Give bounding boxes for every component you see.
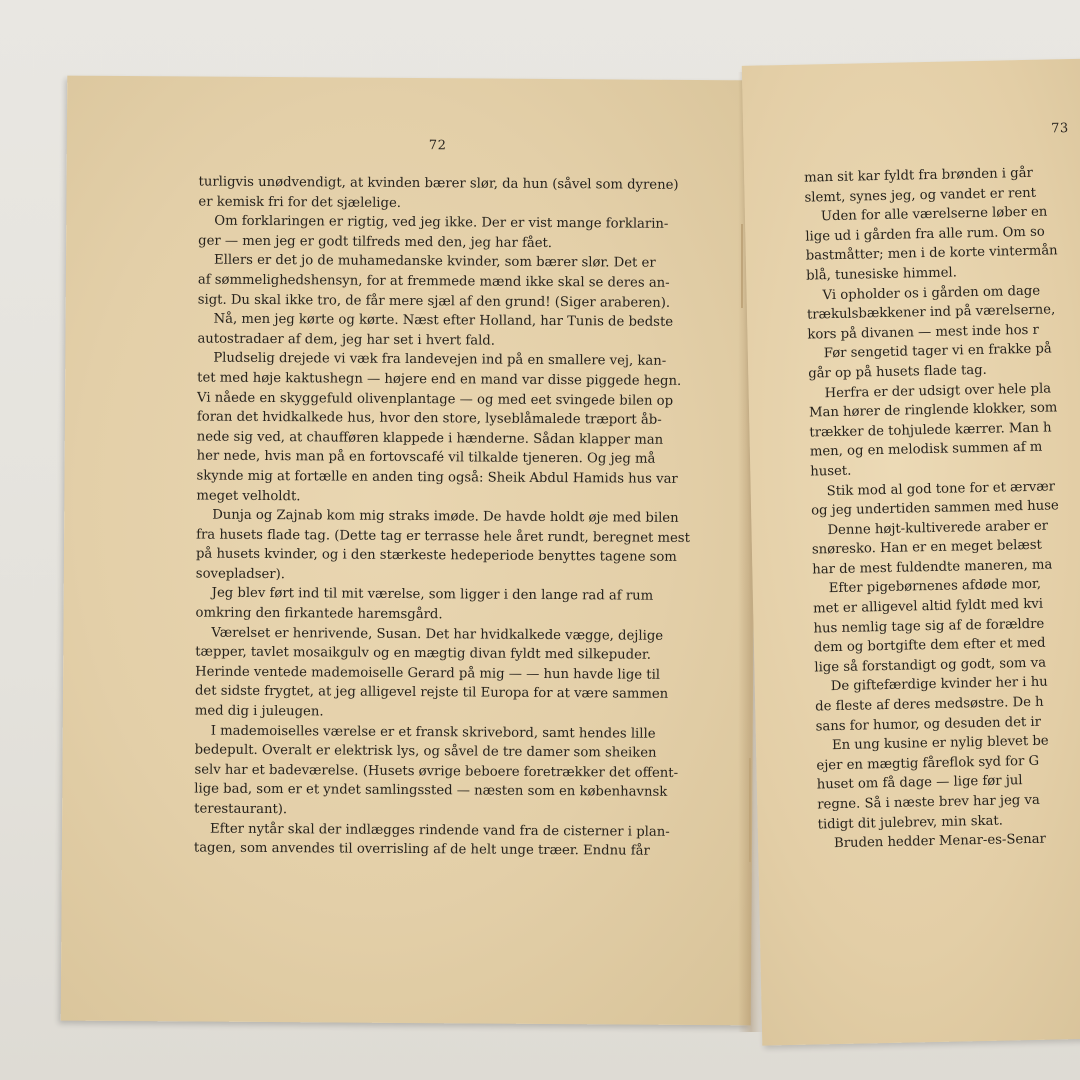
text-line: sans for humor, og desuden det ir (815, 714, 1042, 735)
text-line: Om forklaringen er rigtig, ved jeg ikke. Der er vist mange forklarin- (214, 213, 669, 232)
text-line: af sømmelighedshensyn, for at fremmede mænd ikke skal se deres an- (197, 272, 670, 291)
text-line: Før sengetid tager vi en frakke på (823, 341, 1052, 362)
text-line: En ung kusine er nylig blevet be (831, 733, 1049, 754)
text-line: det sidste frygtet, at jeg alligevel rejste til Europa for at være sammen (194, 683, 669, 703)
text-line: Stik mod al god tone for et ærvær (826, 478, 1056, 499)
text-line: Vi nåede en skyggefuld olivenplantage — og med eet svingede bilen op (197, 390, 674, 409)
text-line: ejer en mægtig fåreflok syd for G (816, 753, 1040, 774)
text-line: Efter nytår skal der indlægges rindende vand fra de cisterner i plan- (210, 821, 670, 840)
text-line: Ellers er det jo de muhamedanske kvinder, som bærer slør. Det er (213, 253, 656, 272)
right-page-text (804, 160, 1080, 854)
left-page (61, 76, 758, 1026)
text-line: de fleste af deres medsøstre. De h (815, 694, 1044, 715)
text-line: Vi opholder os i gården om dage (822, 283, 1041, 303)
text-line: sovepladser). (195, 566, 286, 583)
text-line: lige ud i gården fra alle rum. Om so (805, 224, 1045, 245)
text-line: Herinde ventede mademoiselle Gerard på mig — — hun havde lige til (195, 664, 661, 683)
text-line: selv har et badeværelse. (Husets øvrige beboere foretrækker det offent- (194, 762, 679, 781)
text-line: tagen, som anvendes til overrisling af de helt unge træer. Endnu får (193, 840, 650, 859)
text-line: kors på divanen — mest inde hos r (807, 322, 1039, 343)
text-line: slemt, synes jeg, og vandet er rent (804, 185, 1037, 206)
text-line: tet med høje kaktushegn — højere end en mand var disse piggede hegn. (197, 370, 682, 389)
text-line: har de mest fuldendte maneren, ma (812, 557, 1053, 578)
text-line: på husets kvinder, og i den stærkeste hedeperiode benyttes tagene som (195, 546, 677, 566)
text-line: og jeg undertiden sammen med huse (810, 498, 1059, 519)
text-line: meget velholdt. (196, 488, 301, 504)
text-line: går op på husets flade tag. (808, 362, 987, 382)
text-line: trækulsbækkener ind på værelserne, (806, 302, 1056, 323)
text-line: Denne højt-kultiverede araber er (827, 518, 1049, 538)
text-line: tidigt dit julebrev, min skat. (817, 813, 1004, 833)
text-line: regne. Så i næste brev har jeg va (817, 792, 1040, 813)
text-line: met er alligevel altid fyldt med kvi (813, 596, 1044, 617)
text-line: Jeg blev ført ind til mit værelse, som ligger i den lange rad af rum (211, 586, 654, 605)
binding-stitch-bottom (749, 758, 751, 862)
text-line: sigt. Du skal ikke tro, de får mere sjæl af den grund! (Siger araberen). (197, 292, 671, 311)
text-line: De giftefærdige kvinder her i hu (830, 675, 1048, 695)
text-line: Efter pigebørnenes afdøde mor, (828, 577, 1042, 597)
text-line: Pludselig drejede vi væk fra landevejen ind på en smallere vej, kan- (213, 350, 667, 370)
text-line: her nede, hvis man på en fortovscafé vil tilkalde tjeneren. Og jeg må (196, 448, 656, 468)
text-line: huset om få dage — lige før jul (816, 773, 1023, 793)
text-line: Bruden hedder Menar-es-Senar (833, 831, 1047, 852)
page-number-right: 73 (1051, 121, 1069, 137)
text-line: huset. (810, 463, 852, 480)
text-line: man sit kar fyldt fra brønden i går (803, 165, 1033, 186)
left-page-text (193, 173, 690, 862)
text-line: blå, tunesiske himmel. (806, 265, 957, 284)
text-line: fra husets flade tag. (Dette tag er terrasse hele året rundt, beregnet mest (196, 527, 690, 546)
text-line: lige bad, som er et yndet samlingssted — næsten som en københavnsk (194, 781, 668, 801)
text-line: ger — men jeg er godt tilfreds med den, jeg har fået. (198, 233, 553, 251)
page-number-left: 72 (428, 138, 447, 154)
text-line: terestaurant). (194, 801, 288, 818)
text-line: foran det hvidkalkede hus, hvor den store, lyseblåmalede træport åb- (196, 409, 662, 428)
text-line: bedepult. Overalt er elektrisk lys, og såvel de tre damer som sheiken (194, 742, 657, 761)
text-line: autostradaer af dem, jeg har set i hvert fald. (197, 331, 496, 349)
text-line: dem og bortgifte dem efter et med (813, 635, 1046, 656)
text-line: skynde mig at fortælle en anden ting også: Sheik Abdul Hamids hus var (196, 468, 678, 487)
text-line: omkring den firkantede haremsgård. (195, 605, 443, 623)
text-line: Nå, men jeg kørte og kørte. Næst efter Holland, har Tunis de bedste (213, 311, 674, 330)
text-line: hus nemlig tage sig af de forældre (813, 616, 1045, 637)
text-line: er kemisk fri for det sjælelige. (198, 194, 402, 211)
text-line: Man hører de ringlende klokker, som (808, 400, 1058, 421)
text-line: Dunja og Zajnab kom mig straks imøde. De havde holdt øje med bilen (212, 507, 679, 526)
text-line: trækker de tohjulede kærrer. Man h (809, 420, 1052, 441)
text-line: lige så forstandigt og godt, som va (814, 655, 1047, 676)
text-line: men, og en melodisk summen af m (809, 439, 1043, 460)
binding-stitch-top (741, 224, 743, 308)
text-line: bastmåtter; men i de korte vintermån (805, 243, 1058, 264)
text-line: nede sig ved, at chaufføren klappede i hænderne. Sådan klapper man (196, 429, 664, 448)
text-line: snøresko. Han er en meget belæst (811, 537, 1043, 558)
text-line: Værelset er henrivende, Susan. Det har hvidkalkede vægge, dejlige (211, 625, 664, 644)
right-page (742, 58, 1080, 1045)
text-line: Herfra er der udsigt over hele pla (824, 381, 1052, 401)
text-line: turligvis unødvendigt, at kvinden bærer slør, da hun (såvel som dyrene) (198, 174, 679, 193)
text-line: I mademoiselles værelse er et fransk skrivebord, samt hendes lille (210, 723, 656, 742)
text-line: tæpper, tavlet mosaikgulv og en mægtig divan fyldt med silkepuder. (195, 644, 652, 663)
text-line: Uden for alle værelserne løber en (820, 204, 1048, 225)
text-line: med dig i juleugen. (194, 703, 324, 720)
